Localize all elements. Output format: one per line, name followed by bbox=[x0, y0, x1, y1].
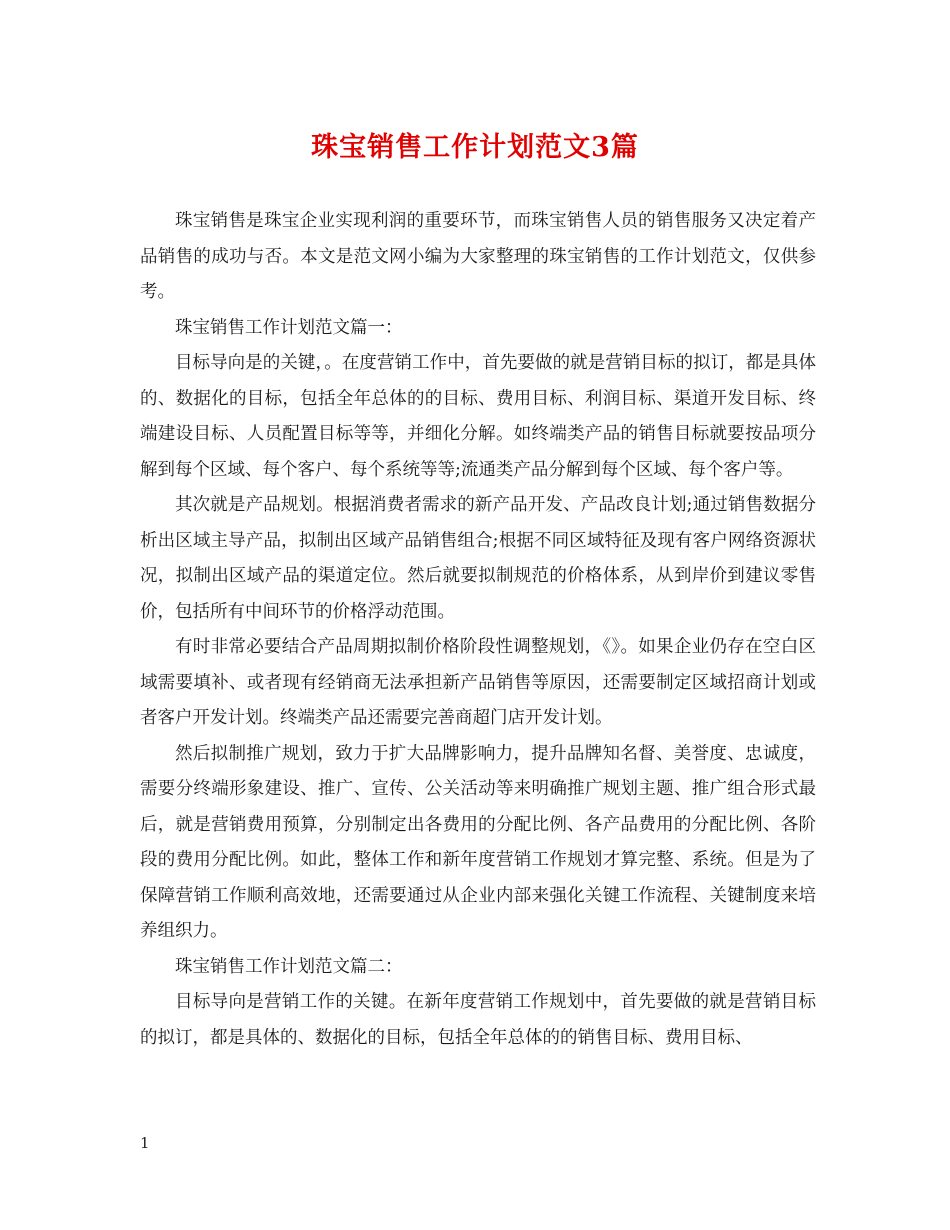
document-body bbox=[140, 204, 816, 1056]
paragraph: 目标导向是营销工作的关键。在新年度营销工作规划中，首先要做的就是营销目标的拟订，都是具体的、数据化的目标，包括全年总体的的销售目标、费用目标、 bbox=[140, 992, 816, 1048]
page-number: 1 bbox=[140, 1134, 150, 1152]
paragraph: 目标导向是的关键，。在度营销工作中，首先要做的就是营销目标的拟订，都是具体的、数据化的目标，包括全年总体的的目标、费用目标、利润目标、渠道开发目标、终端建设目标、人员配置目标等等，并细化分解。如终端类产品的销售目标就要按品项分解到每个区域、每个客户、每个系统等等;流通类产品分解到每个区域、每个客户等。 bbox=[140, 353, 816, 480]
paragraph: 其次就是产品规划。根据消费者需求的新产品开发、产品改良计划;通过销售数据分析出区域主导产品，拟制出区域产品销售组合;根据不同区域特征及现有客户网络资源状况，拟制出区域产品的渠道定位。然后就要拟制规范的价格体系，从到岸价到建议零售价，包括所有中间环节的价格浮动范围。 bbox=[140, 495, 816, 622]
paragraph: 然后拟制推广规划，致力于扩大品牌影响力，提升品牌知名督、美誉度、忠诚度，需要分终端形象建设、推广、宣传、公关活动等来明确推广规划主题、推广组合形式最后，就是营销费用预算，分别制定出各费用的分配比例、各产品费用的分配比例、各阶段的费用分配比例。如此，整体工作和新年度营销工作规划才算完整、系统。但是为了保障营销工作顺利高效地，还需要通过从企业内部来强化关键工作流程、关键制度来培养组织力。 bbox=[140, 743, 816, 941]
section-heading-two: 珠宝销售工作计划范文篇二： bbox=[175, 956, 403, 977]
paragraph-intro: 珠宝销售是珠宝企业实现利润的重要环节，而珠宝销售人员的销售服务又决定着产品销售的成功与否。本文是范文网小编为大家整理的珠宝销售的工作计划范文，仅供参考。 bbox=[140, 211, 816, 302]
section-heading-one: 珠宝销售工作计划范文篇一： bbox=[175, 317, 403, 338]
paragraph: 有时非常必要结合产品周期拟制价格阶段性调整规划，《》。如果企业仍存在空白区域需要填补、或者现有经销商无法承担新产品销售等原因，还需要制定区域招商计划或者客户开发计划。终端类产品还需要完善商超门店开发计划。 bbox=[140, 637, 816, 728]
document-title: 珠宝销售工作计划范文3篇 bbox=[311, 132, 639, 163]
